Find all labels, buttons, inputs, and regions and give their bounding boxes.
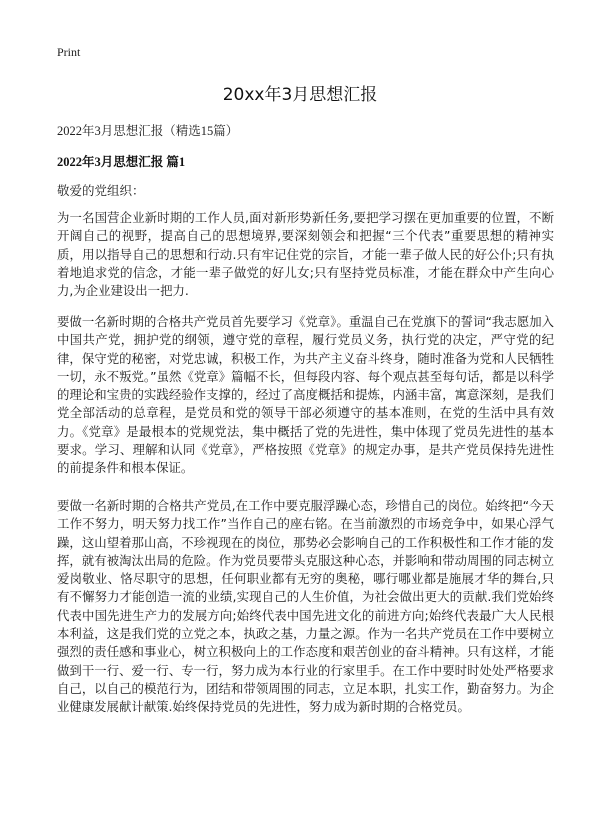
salutation: 敬爱的党组织： <box>57 183 145 198</box>
page-title: 20xx年3月思想汇报 <box>222 85 378 105</box>
body-paragraph-1: 为一名国营企业新时期的工作人员,面对新形势新任务,要把学习摆在更加重要的位置，不断开阔自己的视野，提高自己的思想境界,要深刻领会和把握“三个代表”重要思想的精神实质，用以指导自己的思想和行动.只有牢记住党的宗旨，才能一辈子做人民的好公仆;只有执着地追求党的信念，才能一辈子做党的好儿女;只有坚持党员标准，才能在群众中产生向心力,为企业建设出一把力. <box>57 210 554 299</box>
body-paragraph-2: 要做一名新时期的合格共产党员首先要学习《党章》。重温自己在党旗下的誓词“我志愿加入中国共产党，拥护党的纲领，遵守党的章程，履行党员义务，执行党的决定，严守党的纪律，保守党的秘密，对党忠诚，积极工作，为共产主义奋斗终身，随时准备为党和人民牺牲一切，永不叛党。”虽然《党章》篇幅不长，但每段内容、每个观点甚至每句话，都是以科学的理论和宝贵的实践经验作支撑的，经过了高度概括和提炼，内涵丰富，寓意深刻，是我们党全部活动的总章程，是党员和党的领导干部必须遵守的基本准则，在党的生活中具有效力。《党章》是最根本的党规党法，集中概括了党的先进性，集中体现了党员先进性的基本要求。学习、理解和认同《党章》，严格按照《党章》的规定办事，是共产党员保持先进性的前提条件和根本保证。 <box>57 314 554 476</box>
print-label: Print <box>57 45 81 59</box>
body-paragraph-3: 要做一名新时期的合格共产党员,在工作中要克服浮躁心态，珍惜自己的岗位。始终把“今天工作不努力，明天努力找工作”当作自己的座右铭。在当前激烈的市场竞争中，如果心浮气躁，这山望着那山高，不珍视现在的岗位，那势必会影响自己的工作积极性和工作才能的发挥，就有被淘汰出局的危险。作为党员要带头克服这种心态，并影响和带动周围的同志树立爱岗敬业、恪尽职守的思想，任何职业都有无穷的奥秘，哪行哪业都是施展才华的舞台,只有不懈努力才能创造一流的业绩,实现自己的人生价值，为社会做出更大的贡献.我们党始终代表中国先进生产力的发展方向;始终代表中国先进文化的前进方向;始终代表最广大人民根本利益，这是我们党的立党之本，执政之基，力量之源。作为一名共产党员在工作中要树立强烈的责任感和事业心，树立积极向上的工作态度和艰苦创业的奋斗精神。只有这样，才能做到干一行、爱一行、专一行，努力成为本行业的行家里手。在工作中要时时处处严格要求自己，以自己的模范行为，团结和带领周围的同志，立足本职，扎实工作，勤奋努力。为企业健康发展献计献策.始终保持党员的先进性，努力成为新时期的合格党员。 <box>57 498 554 715</box>
section-heading: 2022年3月思想汇报 篇1 <box>57 155 186 169</box>
document-subtitle: 2022年3月思想汇报（精选15篇） <box>57 124 239 138</box>
